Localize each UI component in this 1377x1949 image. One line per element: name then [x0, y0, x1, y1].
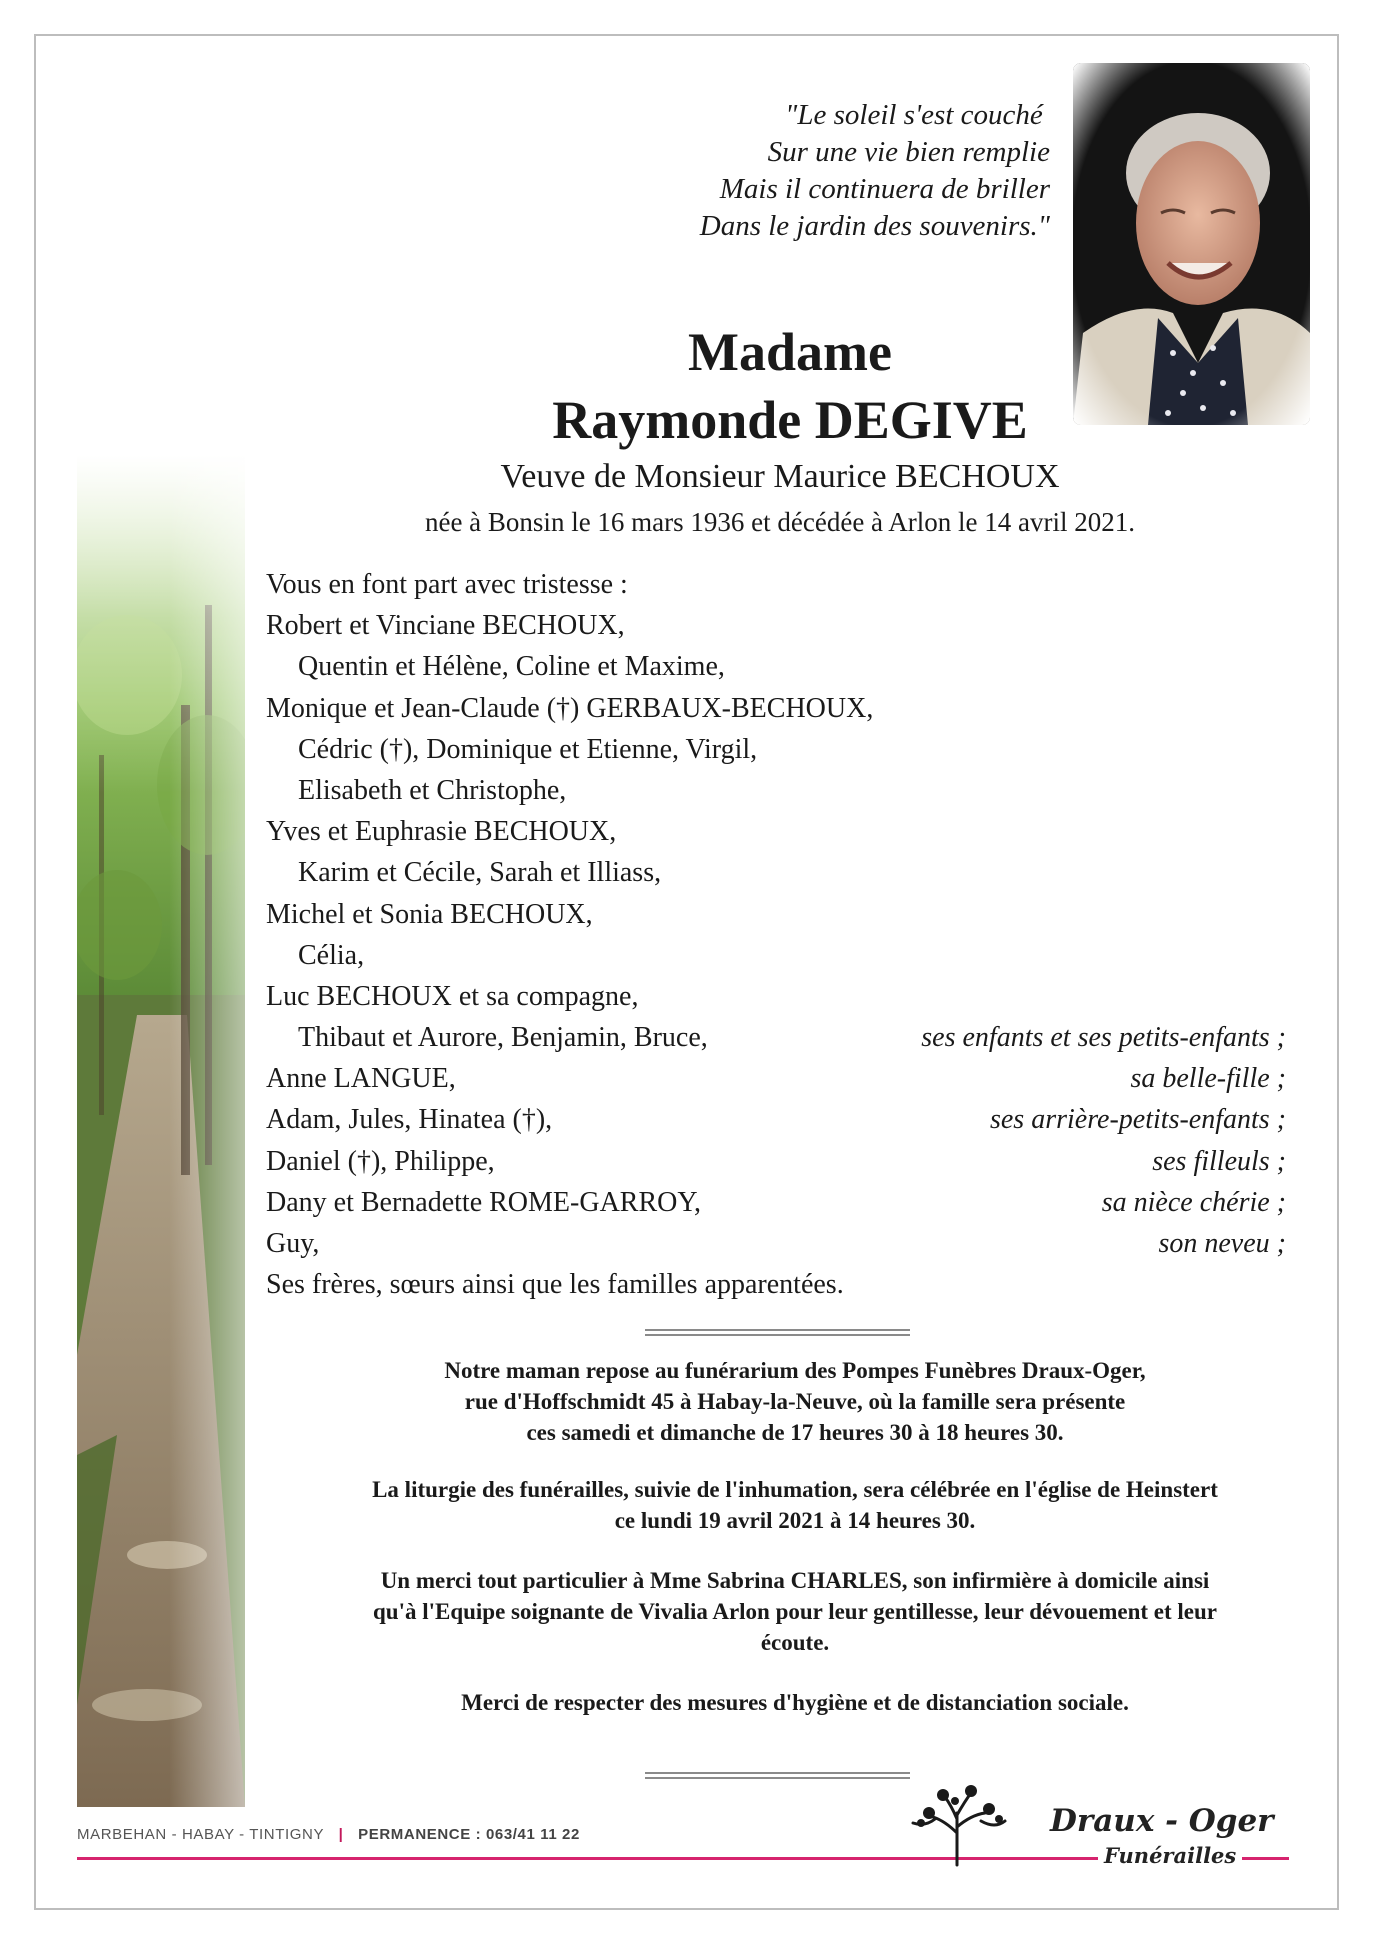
footer-locations: MARBEHAN - HABAY - TINTIGNY [77, 1826, 324, 1843]
family-row [266, 646, 1286, 687]
family-relation: ses enfants et ses petits-enfants ; [921, 1022, 1286, 1054]
family-row [266, 1182, 1286, 1223]
deceased-name: Raymonde DEGIVE [552, 390, 1028, 450]
birth-death-dates: née à Bonsin le 16 mars 1936 et décédée à Arlon le 14 avril 2021. [424, 507, 1136, 537]
family-relation: sa belle-fille ; [1130, 1063, 1286, 1095]
family-row [266, 1223, 1286, 1264]
family-intro [266, 564, 1286, 605]
notice-line: Notre maman repose au funérarium des Pompes Funèbres Draux-Oger, [444, 1358, 1146, 1383]
footer-separator: | [338, 1826, 344, 1843]
rest-notice [290, 1355, 1300, 1448]
family-names: Robert et Vinciane BECHOUX, [266, 610, 625, 642]
notice-line: rue d'Hoffschmidt 45 à Habay-la-Neuve, où la famille sera présente [464, 1389, 1126, 1414]
footer-contact [77, 1826, 580, 1843]
family-names: Thibaut et Aurore, Benjamin, Bruce, [298, 1022, 708, 1054]
family-row [266, 770, 1286, 811]
poem-line: Dans le jardin des souvenirs." [699, 210, 1050, 242]
notice-line: qu'à l'Equipe soignante de Vivalia Arlon pour leur gentillesse, leur dévouement et leur [372, 1599, 1218, 1624]
family-names: Daniel (†), Philippe, [266, 1145, 495, 1177]
poem-line: Sur une vie bien remplie [767, 136, 1050, 168]
deceased-name-block [380, 318, 1200, 454]
brand-name: Draux - Oger [1050, 1803, 1274, 1839]
family-row [266, 729, 1286, 770]
notice-line: Merci de respecter des mesures d'hygiène et de distanciation sociale. [461, 1690, 1129, 1715]
notice-line: écoute. [760, 1630, 830, 1655]
notice-line: ce lundi 19 avril 2021 à 14 heures 30. [614, 1508, 976, 1533]
family-relation: son neveu ; [1158, 1228, 1286, 1259]
thanks-notice [290, 1565, 1300, 1658]
honorific: Madame [688, 322, 892, 382]
family-names: Dany et Bernadette ROME-GARROY, [266, 1186, 701, 1218]
family-names: Quentin et Hélène, Coline et Maxime, [298, 651, 725, 683]
poem-line: Mais il continuera de briller [719, 173, 1050, 205]
family-row [266, 852, 1286, 893]
family-names: Cédric (†), Dominique et Etienne, Virgil, [298, 733, 758, 765]
family-relation: ses filleuls ; [1152, 1145, 1286, 1177]
notice-line: La liturgie des funérailles, suivie de l'inhumation, sera célébrée en l'église de Heinstert [372, 1477, 1218, 1502]
family-names: Elisabeth et Christophe, [298, 774, 567, 806]
family-relation: ses arrière-petits-enfants ; [989, 1104, 1286, 1136]
family-row [266, 605, 1286, 646]
family-list [266, 564, 1286, 1305]
family-names: Adam, Jules, Hinatea (†), [266, 1104, 553, 1136]
family-names: Anne LANGUE, [266, 1063, 456, 1095]
forest-path-image [77, 455, 245, 1807]
family-row [266, 1058, 1286, 1099]
notice-line: ces samedi et dimanche de 17 heures 30 à 18 heures 30. [526, 1420, 1064, 1445]
family-row [266, 1264, 1286, 1305]
footer-permanence: PERMANENCE : 063/41 11 22 [358, 1826, 580, 1843]
family-row [266, 688, 1286, 729]
tree-logo-icon [905, 1783, 1010, 1868]
family-row [266, 1141, 1286, 1182]
family-names: Yves et Euphrasie BECHOUX, [266, 816, 617, 848]
poem-quote [560, 97, 1050, 245]
family-row [266, 1017, 1286, 1058]
family-intro-text: Vous en font part avec tristesse : [266, 569, 628, 600]
family-names: Guy, [266, 1228, 320, 1259]
liturgy-notice [290, 1474, 1300, 1536]
brand-subtitle: Funérailles [1098, 1843, 1242, 1868]
family-names: Monique et Jean-Claude (†) GERBAUX-BECHOUX, [266, 692, 874, 724]
family-names: Célia, [298, 939, 365, 971]
poem-line: "Le soleil s'est couché [785, 99, 1050, 131]
family-row [266, 811, 1286, 852]
family-relation: sa nièce chérie ; [1101, 1186, 1286, 1218]
family-names: Karim et Cécile, Sarah et Illiass, [298, 857, 662, 889]
widow-of: Veuve de Monsieur Maurice BECHOUX [500, 458, 1060, 495]
notice-line: Un merci tout particulier à Mme Sabrina CHARLES, son infirmière à domicile ainsi [380, 1568, 1210, 1593]
double-divider [645, 1772, 910, 1779]
family-names: Michel et Sonia BECHOUX, [266, 898, 593, 930]
family-row [266, 976, 1286, 1017]
double-divider [645, 1329, 910, 1336]
family-names: Luc BECHOUX et sa compagne, [266, 980, 639, 1012]
family-row [266, 935, 1286, 976]
family-row [266, 894, 1286, 935]
family-row [266, 1099, 1286, 1140]
family-names: Ses frères, sœurs ainsi que les familles apparentées. [266, 1269, 844, 1301]
hygiene-notice [290, 1687, 1300, 1718]
